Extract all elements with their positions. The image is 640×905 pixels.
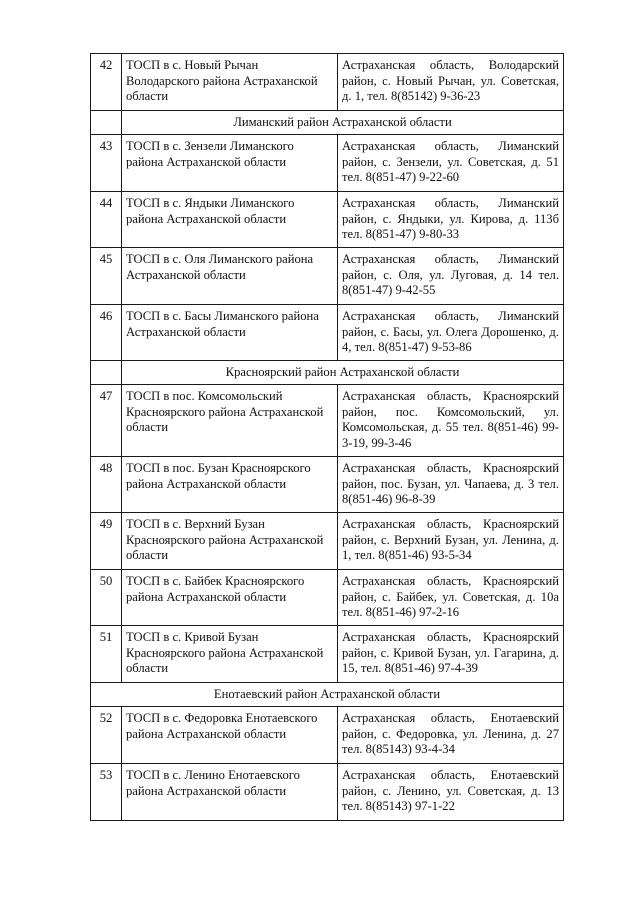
table-row xyxy=(91,192,564,248)
section-row xyxy=(91,683,564,707)
office-address: Астраханская область, Лиманский район, с. Зензели, ул. Советская, д. 51 тел. 8(851-47) 9-22-60 xyxy=(338,135,564,192)
office-name: ТОСП в с. Байбек Красноярского района Астраханской области xyxy=(122,570,338,626)
office-address: Астраханская область, Володарский район, с. Новый Рычан, ул. Советская, д. 1, тел. 8(85142) 9-36-23 xyxy=(338,54,564,111)
office-name: ТОСП в с. Кривой Бузан Красноярского района Астраханской области xyxy=(122,626,338,683)
row-number: 50 xyxy=(91,570,122,626)
row-number: 42 xyxy=(91,54,122,111)
row-number: 44 xyxy=(91,192,122,248)
section-title: Енотаевский район Астраханской области xyxy=(91,683,564,707)
office-name: ТОСП в с. Верхний Бузан Красноярского района Астраханской области xyxy=(122,513,338,570)
row-number: 48 xyxy=(91,457,122,513)
row-number: 43 xyxy=(91,135,122,192)
office-name: ТОСП в пос. Бузан Красноярского района Астраханской области xyxy=(122,457,338,513)
table-row xyxy=(91,135,564,192)
row-number: 45 xyxy=(91,248,122,305)
table-row xyxy=(91,570,564,626)
office-address: Астраханская область, Енотаевский район, с. Ленино, ул. Советская, д. 13 тел. 8(85143) 97-1-22 xyxy=(338,764,564,821)
table-row xyxy=(91,248,564,305)
table-row xyxy=(91,626,564,683)
section-blank-cell xyxy=(91,111,122,135)
office-address: Астраханская область, Лиманский район, с. Басы, ул. Олега Дорошенко, д. 4, тел. 8(851-47) 9-53-86 xyxy=(338,305,564,361)
office-address: Астраханская область, Лиманский район, с. Яндыки, ул. Кирова, д. 113б тел. 8(851-47) 9-80-33 xyxy=(338,192,564,248)
row-number: 52 xyxy=(91,707,122,764)
office-address: Астраханская область, Красноярский район, пос. Бузан, ул. Чапаева, д. 3 тел. 8(851-46) 96-8-39 xyxy=(338,457,564,513)
table-row xyxy=(91,305,564,361)
row-number: 51 xyxy=(91,626,122,683)
row-number: 53 xyxy=(91,764,122,821)
office-name: ТОСП в с. Оля Лиманского района Астраханской области xyxy=(122,248,338,305)
section-row xyxy=(91,361,564,385)
table-row xyxy=(91,457,564,513)
section-row xyxy=(91,111,564,135)
table-row xyxy=(91,513,564,570)
section-title: Лиманский район Астраханской области xyxy=(122,111,564,135)
table-row xyxy=(91,764,564,821)
office-address: Астраханская область, Красноярский район, с. Байбек, ул. Советская, д. 10а тел. 8(851-46) 97-2-16 xyxy=(338,570,564,626)
row-number: 46 xyxy=(91,305,122,361)
table-row xyxy=(91,54,564,111)
section-title: Красноярский район Астраханской области xyxy=(122,361,564,385)
section-blank-cell xyxy=(91,361,122,385)
table-row xyxy=(91,707,564,764)
office-name: ТОСП в с. Яндыки Лиманского района Астраханской области xyxy=(122,192,338,248)
office-name: ТОСП в с. Ленино Енотаевского района Астраханской области xyxy=(122,764,338,821)
office-address: Астраханская область, Енотаевский район, с. Федоровка, ул. Ленина, д. 27 тел. 8(85143) 93-4-34 xyxy=(338,707,564,764)
office-name: ТОСП в с. Зензели Лиманского района Астраханской области xyxy=(122,135,338,192)
office-name: ТОСП в с. Новый Рычан Володарского района Астраханской области xyxy=(122,54,338,111)
table-row xyxy=(91,385,564,457)
row-number: 47 xyxy=(91,385,122,457)
office-address: Астраханская область, Красноярский район, с. Кривой Бузан, ул. Гагарина, д. 15, тел. 8(851-46) 97-4-39 xyxy=(338,626,564,683)
row-number: 49 xyxy=(91,513,122,570)
registry-table xyxy=(90,53,564,821)
office-name: ТОСП в с. Басы Лиманского района Астраханской области xyxy=(122,305,338,361)
office-address: Астраханская область, Лиманский район, с. Оля, ул. Луговая, д. 14 тел. 8(851-47) 9-42-55 xyxy=(338,248,564,305)
office-name: ТОСП в пос. Комсомольский Красноярского района Астраханской области xyxy=(122,385,338,457)
office-name: ТОСП в с. Федоровка Енотаевского района Астраханской области xyxy=(122,707,338,764)
office-address: Астраханская область, Красноярский район, с. Верхний Бузан, ул. Ленина, д. 1, тел. 8(851-46) 93-5-34 xyxy=(338,513,564,570)
office-address: Астраханская область, Красноярский район, пос. Комсомольский, ул. Комсомольская, д. 55 тел. 8(851-46) 99-3-19, 99-3-46 xyxy=(338,385,564,457)
